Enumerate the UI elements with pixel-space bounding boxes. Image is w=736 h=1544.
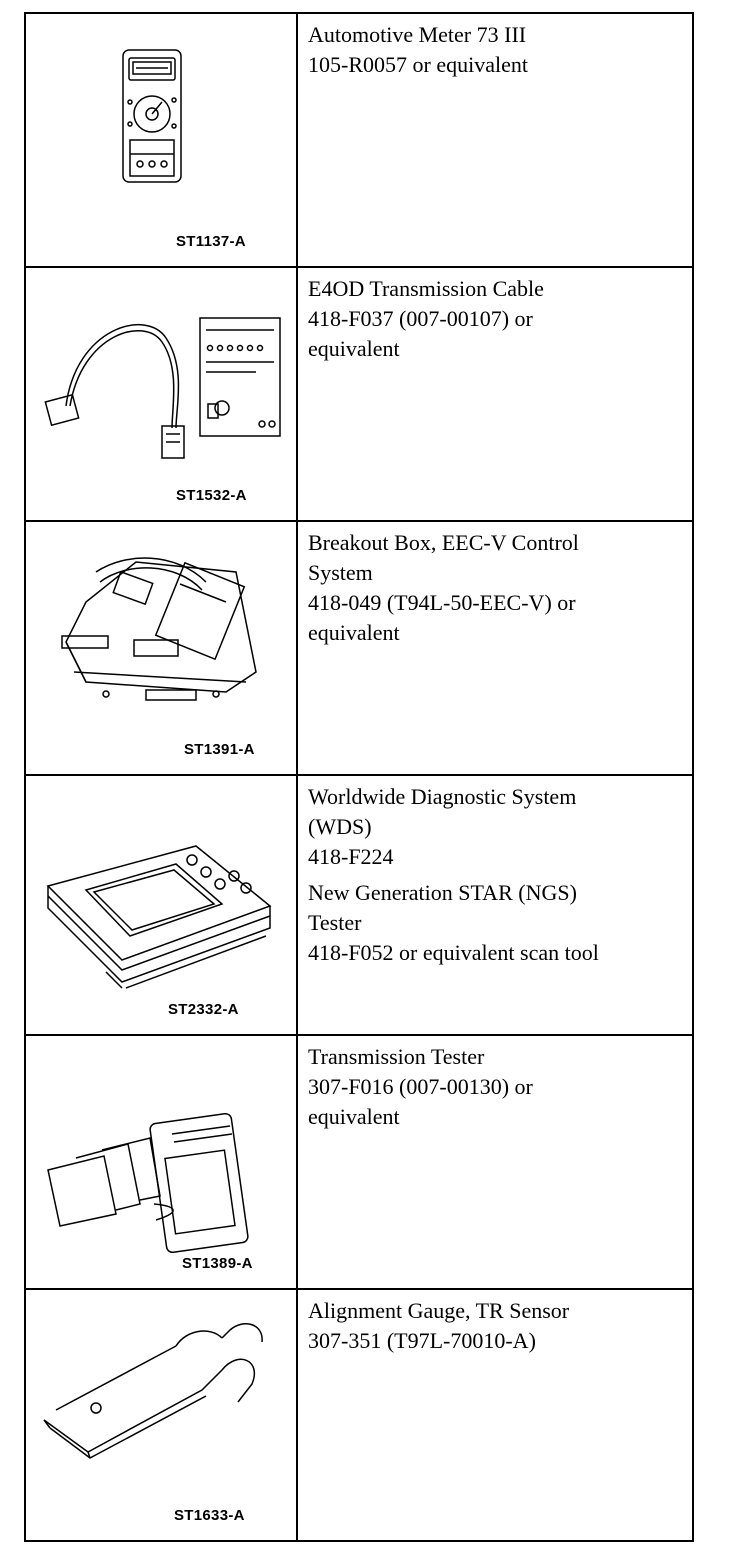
tool-description-cell <box>297 13 693 267</box>
tool-name: Worldwide Diagnostic System <box>308 784 577 809</box>
tool-illustration-cell <box>25 521 297 775</box>
tool-illustration-cell <box>25 775 297 1035</box>
tool-description-cell <box>297 1289 693 1541</box>
tool-row <box>25 521 693 775</box>
tool-part-number: equivalent <box>308 620 400 645</box>
transmission-tester-illustration <box>26 1036 296 1288</box>
tool-part-number: 307-F016 (007-00130) or <box>308 1074 533 1099</box>
tool-description-cell <box>297 1035 693 1289</box>
special-tools-table <box>24 12 694 1542</box>
tool-row <box>25 13 693 267</box>
tool-description-cell <box>297 775 693 1035</box>
tool-image-code: ST1391-A <box>184 741 255 758</box>
tool-name: Tester <box>308 910 362 935</box>
tool-part-number: 418-F052 or equivalent scan tool <box>308 940 599 965</box>
tool-description-cell <box>297 521 693 775</box>
tool-name: (WDS) <box>308 814 372 839</box>
breakout-box-illustration <box>26 522 296 774</box>
tool-part-number: equivalent <box>308 336 400 361</box>
tool-image-code: ST1137-A <box>176 233 246 250</box>
transmission-cable-illustration <box>26 268 296 520</box>
tool-image-code: ST2332-A <box>168 1001 239 1018</box>
tool-illustration-cell <box>25 13 297 267</box>
tool-name: Breakout Box, EEC-V Control <box>308 530 579 555</box>
tool-part-number: 307-351 (T97L-70010-A) <box>308 1328 536 1353</box>
tool-part-number: 105-R0057 or equivalent <box>308 52 528 77</box>
tool-name: E4OD Transmission Cable <box>308 276 544 301</box>
tool-image-code: ST1532-A <box>176 487 247 504</box>
tool-part-number: 418-F224 <box>308 844 394 869</box>
tool-illustration-cell <box>25 1289 297 1541</box>
tool-illustration-cell <box>25 267 297 521</box>
tool-part-number: 418-F037 (007-00107) or <box>308 306 533 331</box>
tool-part-number: equivalent <box>308 1104 400 1129</box>
tool-description-cell <box>297 267 693 521</box>
tool-name: System <box>308 560 373 585</box>
diagnostic-system-illustration <box>26 776 296 1034</box>
tool-image-code: ST1389-A <box>182 1255 253 1272</box>
tool-row <box>25 1289 693 1541</box>
tool-illustration-cell <box>25 1035 297 1289</box>
tool-image-code: ST1633-A <box>174 1507 245 1524</box>
tool-row <box>25 775 693 1035</box>
multimeter-illustration <box>26 14 296 266</box>
tool-name: New Generation STAR (NGS) <box>308 880 577 905</box>
tool-row <box>25 267 693 521</box>
alignment-gauge-illustration <box>26 1290 296 1540</box>
tool-name: Automotive Meter 73 III <box>308 22 527 47</box>
tool-part-number: 418-049 (T94L-50-EEC-V) or <box>308 590 576 615</box>
tool-row <box>25 1035 693 1289</box>
tool-name: Alignment Gauge, TR Sensor <box>308 1298 570 1323</box>
tool-name: Transmission Tester <box>308 1044 485 1069</box>
